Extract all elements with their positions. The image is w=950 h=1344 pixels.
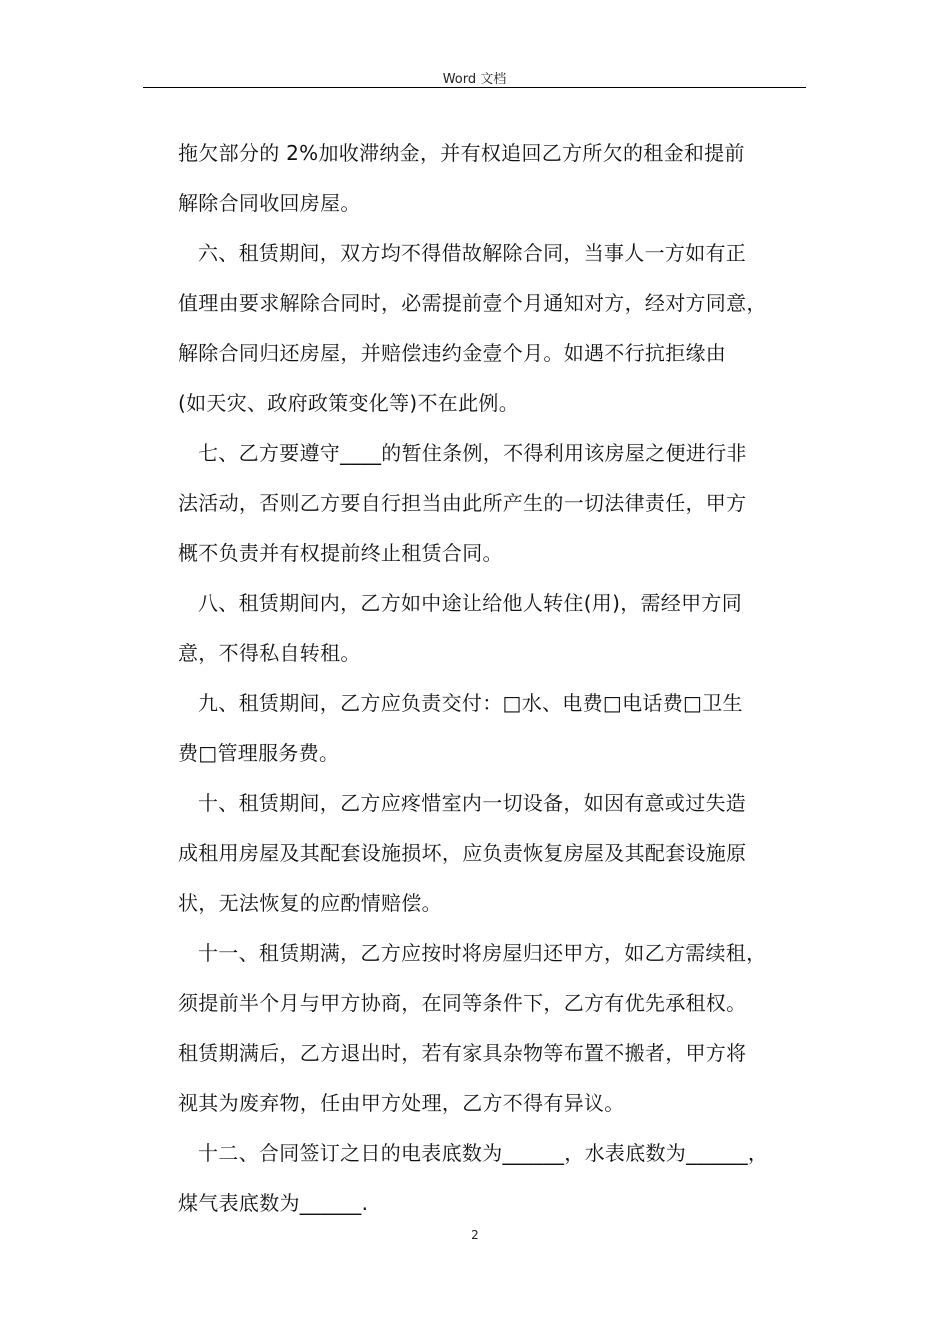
text-line: 须提前半个月与甲方协商，在同等条件下，乙方有优先承租权。	[178, 991, 747, 1015]
text-line: 十一、租赁期满，乙方应按时将房屋归还甲方，如乙方需续租，	[198, 941, 767, 965]
text-line: 意，不得私自转租。	[178, 641, 361, 665]
text-line: 概不负责并有权提前终止租赁合同。	[178, 541, 503, 565]
text-line: 费□管理服务费。	[178, 741, 340, 765]
text-line: (如天灾、政府政策变化等)不在此例。	[178, 391, 520, 415]
text-line: 状，无法恢复的应酌情赔偿。	[178, 891, 442, 915]
document-body	[178, 128, 810, 1228]
text-line: 值理由要求解除合同时，必需提前壹个月通知对方，经对方同意，	[178, 291, 767, 315]
text-line: 八、租赁期间内，乙方如中途让给他人转住(用)，需经甲方同	[198, 591, 743, 615]
text-line: 煤气表底数为______.	[178, 1191, 369, 1215]
text-line: 十二、合同签订之日的电表底数为______，水表底数为______，	[198, 1141, 769, 1165]
text-line: 六、租赁期间，双方均不得借故解除合同，当事人一方如有正	[198, 241, 747, 265]
page-number: 2	[471, 1228, 479, 1242]
text-line: 法活动，否则乙方要自行担当由此所产生的一切法律责任，甲方	[178, 491, 747, 515]
text-line: 视其为废弃物，任由甲方处理，乙方不得有异议。	[178, 1091, 625, 1115]
text-line: 拖欠部分的 2%加收滞纳金，并有权追回乙方所欠的租金和提前	[178, 141, 745, 165]
text-line: 成租用房屋及其配套设施损坏，应负责恢复房屋及其配套设施原	[178, 841, 747, 865]
text-line: 租赁期满后，乙方退出时，若有家具杂物等布置不搬者，甲方将	[178, 1041, 747, 1065]
page-header: Word 文档	[442, 72, 507, 87]
text-line: 解除合同收回房屋。	[178, 191, 361, 215]
text-line: 七、乙方要遵守____的暂住条例，不得利用该房屋之便进行非	[198, 441, 747, 465]
header-divider	[143, 87, 806, 88]
text-line: 十、租赁期间，乙方应疼惜室内一切设备，如因有意或过失造	[198, 791, 747, 815]
text-line: 九、租赁期间，乙方应负责交付：□水、电费□电话费□卫生	[198, 691, 743, 715]
text-line: 解除合同归还房屋，并赔偿违约金壹个月。如遇不行抗拒缘由	[178, 341, 727, 365]
